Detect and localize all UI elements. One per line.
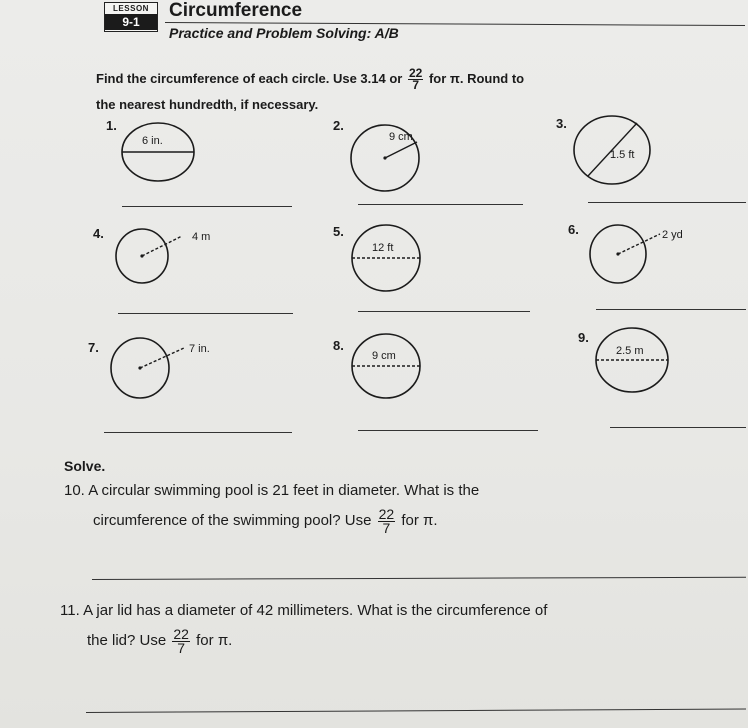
answer-line-5[interactable] — [358, 311, 530, 312]
problem-number-4: 4. — [93, 226, 104, 241]
circle-diagram-3 — [572, 110, 662, 190]
problem-number-1: 1. — [106, 118, 117, 133]
circle-diagram-8 — [346, 332, 436, 412]
solve-heading: Solve. — [64, 458, 106, 474]
lesson-badge — [104, 2, 158, 32]
problem-10 — [64, 476, 724, 536]
problem-10-numerator: 22 — [378, 505, 395, 522]
instructions-part2: for π. Round to — [428, 71, 525, 86]
answer-line-9[interactable] — [610, 427, 746, 428]
answer-line-1[interactable] — [122, 206, 292, 207]
page-subtitle: Practice and Problem Solving: A/B — [169, 25, 399, 41]
circle-diagram-4 — [108, 224, 228, 294]
problem-11-fraction — [172, 625, 190, 656]
instructions-fraction — [408, 68, 423, 91]
answer-line-10[interactable] — [92, 577, 746, 580]
circle-label-6: 2 yd — [662, 229, 683, 241]
circle-diagram-1 — [110, 118, 210, 188]
circle-label-4: 4 m — [192, 231, 211, 243]
answer-line-4[interactable] — [118, 313, 293, 314]
fraction-denominator: 7 — [412, 78, 419, 93]
circle-label-2: 9 cm — [389, 131, 413, 143]
problem-10-line1: 10. A circular swimming pool is 21 feet in diameter. What is the — [64, 482, 480, 499]
problem-10-text-a: circumference of the swimming pool? Use — [93, 512, 372, 529]
circle-label-5: 12 ft — [372, 242, 394, 254]
problem-10-denominator: 7 — [382, 519, 391, 536]
answer-line-7[interactable] — [104, 432, 292, 433]
circle-label-8: 9 cm — [372, 350, 396, 362]
circle-diagram-9 — [590, 324, 680, 404]
circle-diagram-7 — [104, 334, 234, 404]
instructions-line2: the nearest hundredth, if necessary. — [96, 97, 319, 112]
circle-diagram-6 — [584, 220, 704, 290]
circle-label-3: 1.5 ft — [610, 149, 635, 161]
problem-11 — [60, 596, 744, 656]
circle-label-1: 6 in. — [142, 135, 163, 147]
problem-number-3: 3. — [556, 116, 567, 131]
problem-number-7: 7. — [88, 340, 99, 355]
problem-11-text-a: the lid? Use — [87, 632, 167, 649]
problem-number-8: 8. — [333, 338, 344, 353]
problem-11-denominator: 7 — [177, 639, 186, 656]
answer-line-8[interactable] — [358, 430, 538, 431]
problem-number-2: 2. — [333, 118, 344, 133]
lesson-number: 9-1 — [105, 14, 157, 30]
problem-11-line1: 11. A jar lid has a diameter of 42 millimeters. What is the circumference of — [60, 602, 548, 619]
circle-label-7: 7 in. — [189, 343, 210, 355]
problem-number-9: 9. — [578, 330, 589, 345]
answer-line-11[interactable] — [86, 709, 746, 713]
problem-11-line2 — [60, 626, 744, 656]
problem-11-text-b: for π. — [196, 632, 233, 649]
problem-number-5: 5. — [333, 224, 344, 239]
problem-10-line2 — [64, 506, 724, 536]
lesson-label: LESSON — [113, 4, 149, 13]
circle-diagram-2 — [345, 120, 435, 200]
problem-10-fraction — [378, 505, 396, 536]
circle-label-9: 2.5 m — [616, 345, 644, 357]
answer-line-3[interactable] — [588, 202, 746, 203]
problem-11-numerator: 22 — [173, 625, 189, 642]
fraction-numerator: 22 — [408, 66, 423, 81]
page-title: Circumference — [169, 0, 303, 21]
answer-line-2[interactable] — [358, 204, 523, 205]
instructions-part1: Find the circumference of each circle. Use 3.14 or — [96, 71, 403, 86]
answer-line-6[interactable] — [596, 309, 746, 310]
problem-number-6: 6. — [568, 222, 579, 237]
circle-diagram-5 — [346, 222, 436, 302]
problem-10-text-b: for π. — [401, 512, 438, 529]
